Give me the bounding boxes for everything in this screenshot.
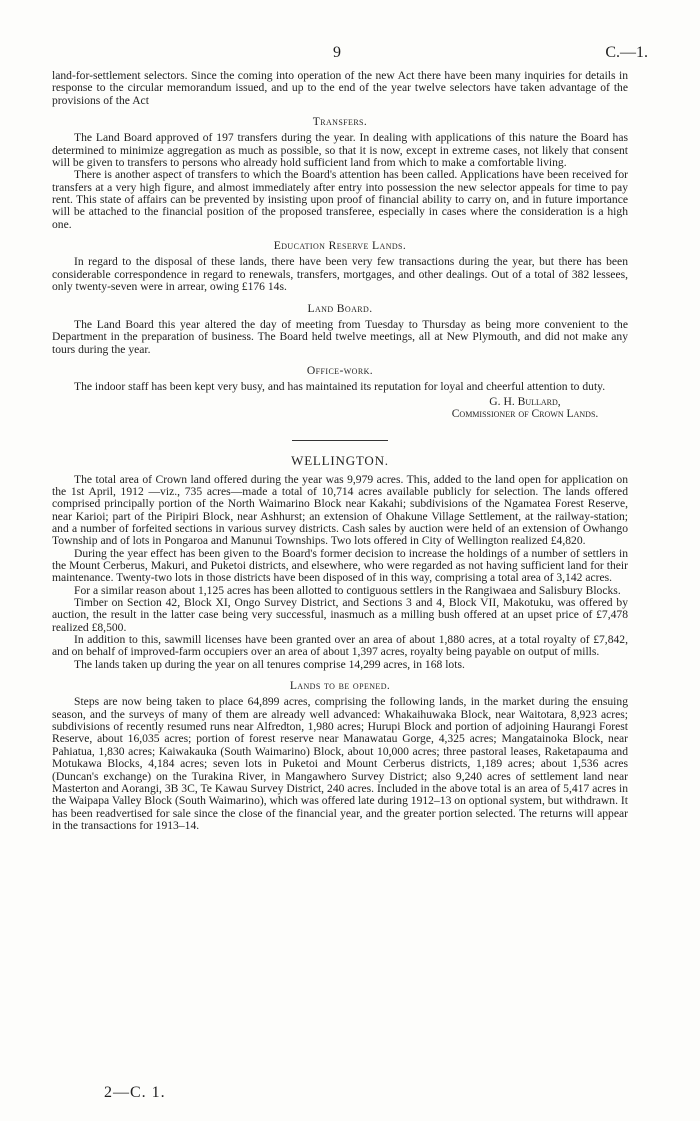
intro-paragraph: land-for-settlement selectors. Since the coming into operation of the new Act there have been many inquiries for details in response to the circular memorandum issued, and up to the end of the year twelve selectors have taken advantage of the provisions of the Act	[52, 69, 628, 107]
wellington-paragraph: Timber on Section 42, Block XI, Ongo Survey District, and Sections 3 and 4, Block VII, Makotuku, was offered by auction, the result in the latter case being very successful, inasmuch as a milling bush offered at an upset price of £7,478 realized £8,500.	[52, 596, 628, 634]
wellington-paragraph: In addition to this, sawmill licenses have been granted over an area of about 1,880 acres, at a total royalty of £7,842, and on behalf of improved-farm occupiers over an area of about 1,397 acres, royalty being payable on output of mills.	[52, 633, 628, 659]
land-board-paragraph: The Land Board this year altered the day of meeting from Tuesday to Thursday as being more convenient to the Department in the preparation of business. The Board held twelve meetings, all at New Plymouth, and did not make any tours during the year.	[52, 317, 628, 356]
transfers-paragraph: There is another aspect of transfers to which the Board's attention has been called. Applications have been received for transfers at a very high figure, and almost immediately after entry into possession the new selector appeals for time to pay rent. This state of affairs can be prevented by insisting upon proof of financial ability to carry on, and in future importance will be attached to the financial position of the proposed transferee, especially in cases where the consideration is a high one.	[52, 168, 628, 231]
wellington-heading: WELLINGTON.	[291, 453, 389, 469]
signature-mark: 2—C. 1.	[104, 1084, 166, 1101]
lands-to-be-opened-heading: Lands to be opened.	[289, 679, 391, 693]
body-text	[52, 70, 628, 832]
signature-block	[52, 396, 628, 421]
wellington-paragraph: The lands taken up during the year on all tenures comprise 14,299 acres, in 168 lots.	[74, 657, 465, 671]
section-divider	[292, 440, 388, 441]
wellington-paragraph: For a similar reason about 1,125 acres has been allotted to contiguous settlers in the Rangiwaea and Salisbury Blocks.	[74, 583, 621, 597]
page-number: 9	[333, 44, 341, 61]
wellington-paragraph: The total area of Crown land offered during the year was 9,979 acres. This, added to the land open for application on the 1st April, 1912 —viz., 735 acres—made a total of 10,714 acres available publicly for selection. The lands offered comprised principally portion of the North Waimarino Block near Kakahi; subdivisions of the Ngamatea Forest Reserve, near Karioi; part of the Piripiri Block, near Ashhurst; an extension of Ohakune Village Settlement, at the railway-station; and a number of forfeited sections in various survey districts. Cash sales by auction were held of an extension of Owhango Township and of lots in Pongaroa and Manunui Townships. Two lots offered in City of Wellington realized £4,820.	[52, 472, 628, 548]
office-work-paragraph: The indoor staff has been kept very busy, and has maintained its reputation for loyal and cheerful attention to duty.	[74, 380, 606, 394]
land-board-heading: Land Board.	[307, 301, 373, 315]
wellington-paragraph: During the year effect has been given to the Board's former decision to increase the holdings of a number of settlers in the Mount Cerberus, Makuri, and Puketoi districts, and elsewhere, who were regarded as not having sufficient land for their maintenance. Twenty-two lots in those districts have been disposed of in this way, comprising a total area of 3,142 acres.	[52, 546, 628, 585]
signature-name: G. H. Bullard,	[489, 394, 561, 408]
lands-to-be-opened-paragraph: Steps are now being taken to place 64,899 acres, comprising the following lands, in the market during the ensuing season, and the surveys of many of them are already well advanced: Whakaihuwaka Block, near Waitotara, 8,923 acres; subdivisions of recently resumed runs near Alfredton, 1,980 acres; Hurupi Block and portion of adjoining Haurangi Forest Reserve, about 16,035 acres; portion of forest reserve near Manawatau Gorge, 4,325 acres; Mangatainoka Block, near Pahiatua, 1,830 acres; Kaiwakauka (South Waimarino) Block, about 10,000 acres; three pastoral leases, Raketapauma and Motukawa Blocks, 4,184 acres; seven lots in Puketoi and Mount Cerberus districts, 1,189 acres; about 1,536 acres (Duncan's exchange) on the Turakina River, in Mangawhero Survey District; also 9,240 acres of settlement land near Masterton and Aorangi, 3B 3C, Te Kawau Survey District, 240 acres. Included in the above total is an area of 5,417 acres in the Waipapa Valley Block (South Waimarino), which was offered late during 1912–13 on optional system, but withdrawn. It has been readvertised for sale since the close of the financial year, and the greater portion selected. The returns will appear in the transactions for 1913–14.	[52, 695, 628, 832]
transfers-heading: Transfers.	[312, 115, 368, 129]
education-reserve-paragraph: In regard to the disposal of these lands, there have been very few transactions during the year, but there has been considerable correspondence in regard to renewals, transfers, mortgages, and other dealings. Out of a total of 382 lessees, only twenty-seven were in arrear, owing £176 14s.	[52, 255, 628, 294]
signature-title: Commissioner of Crown Lands.	[451, 406, 599, 420]
office-work-heading: Office-work.	[306, 363, 374, 377]
document-reference: C.—1.	[605, 44, 648, 61]
transfers-paragraph: The Land Board approved of 197 transfers during the year. In dealing with applications of this nature the Board has determined to minimize aggregation as much as possible, so that it is now, except in extreme cases, not likely that consent will be given to transfers to persons who already hold sufficient land from which to make a comfortable living.	[52, 131, 628, 170]
education-reserve-heading: Education Reserve Lands.	[273, 239, 407, 253]
